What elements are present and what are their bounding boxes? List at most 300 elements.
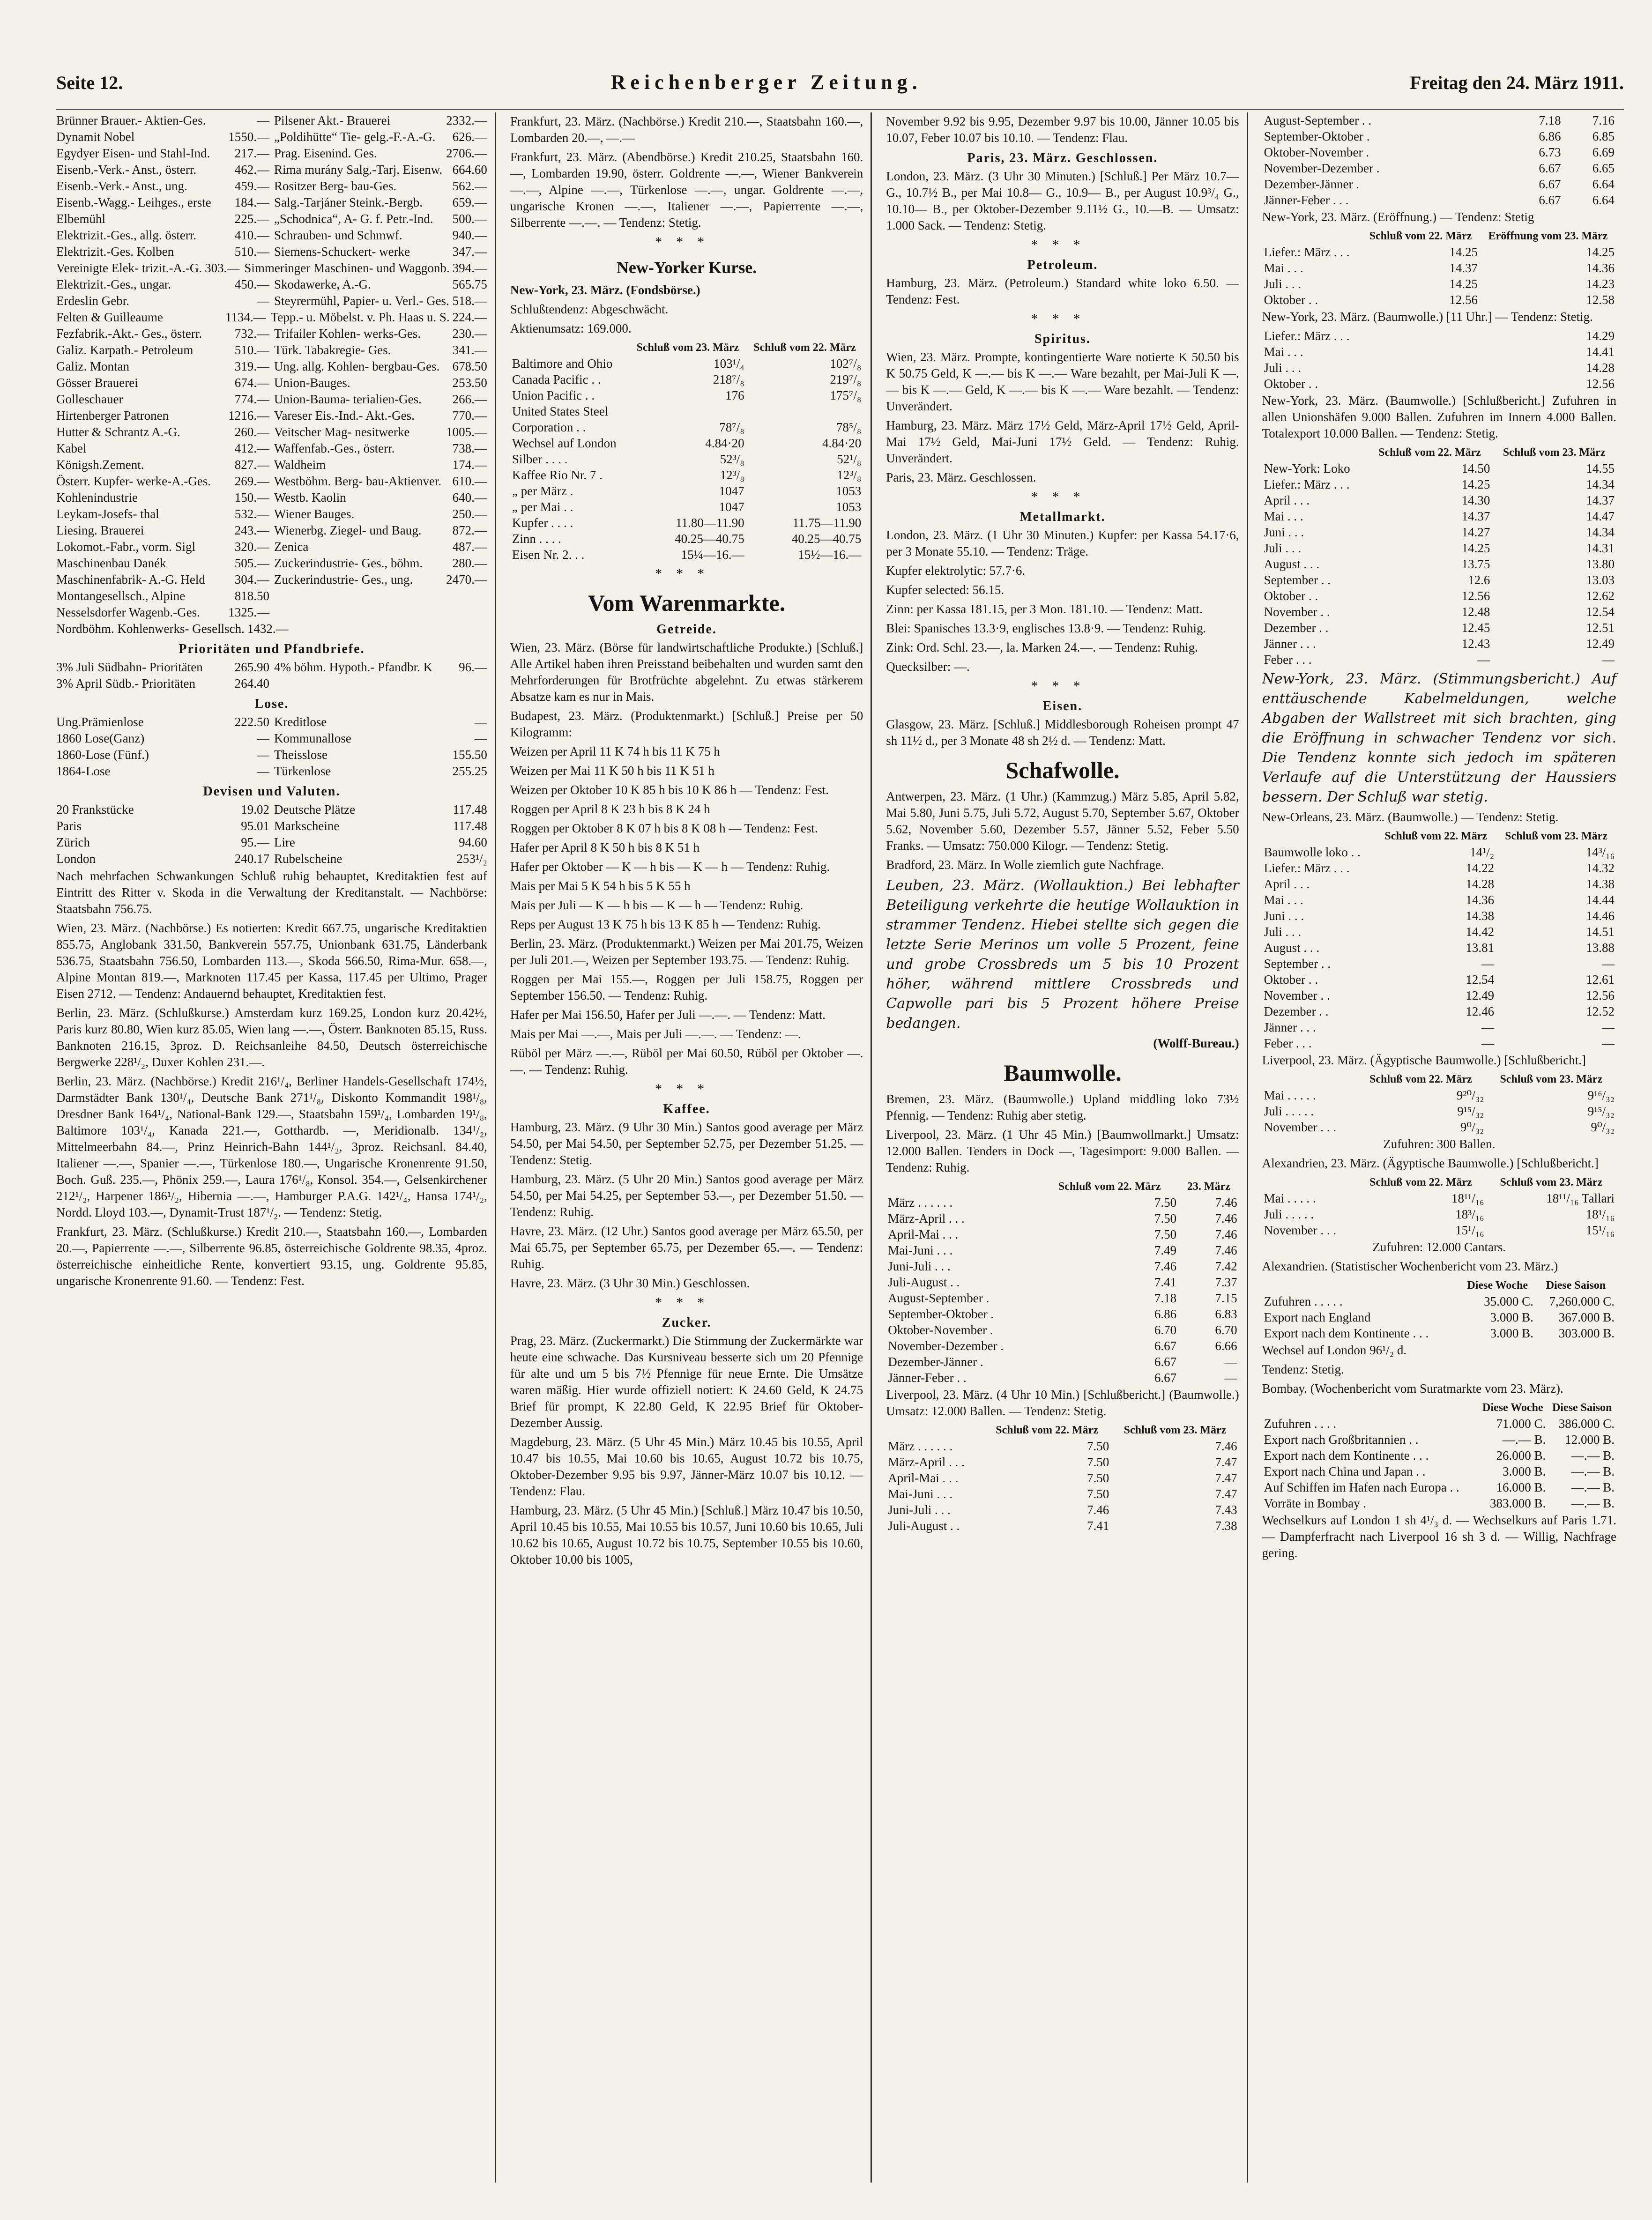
market-reports xyxy=(886,1091,1239,1176)
quote-value: 6.67 xyxy=(1154,1339,1177,1353)
column-header: Schluß vom 23. März xyxy=(1500,1073,1603,1085)
quote-value: 14.55 xyxy=(1586,461,1615,475)
section-heading: New-Yorker Kurse. xyxy=(616,258,757,277)
quote-name: Erdeslin Gebr. xyxy=(56,294,129,308)
quote-value: 626.— xyxy=(452,130,487,144)
quote-value: 12.54 xyxy=(1466,973,1495,987)
quote-value: 14.34 xyxy=(1586,525,1615,539)
separator-stars: *** xyxy=(655,1081,719,1097)
quote-value: 7.38 xyxy=(1215,1519,1237,1533)
quote-row xyxy=(56,162,487,178)
quote-value: 12.000 B. xyxy=(1565,1433,1615,1447)
quote-name: Zuckerindustrie- Ges., böhm. xyxy=(274,556,423,570)
quote-value: 6.66 xyxy=(1215,1339,1237,1353)
market-report: Hamburg, 23. März. (Petroleum.) Standard white loko 6.50. — Tendenz: Fest. xyxy=(886,276,1239,306)
quote-label: Dezember-Jänner . xyxy=(888,1355,983,1369)
quote-cell xyxy=(274,588,487,604)
quote-label: Export nach dem Kontinente . . . xyxy=(1264,1448,1429,1463)
quote-value: 7.50 xyxy=(1087,1487,1109,1501)
quote-cell xyxy=(274,358,487,375)
report-paragraph: Frankfurt, 23. März. (Abendbörse.) Kredit 210.25, Staatsbahn 160.—, Lombarden 19.90, österr. Goldrente —.—, Wiener Bankverein —.—, Alpine —.—, Türkenlose —.—, ungar. Goldrente —.—, ungarische Kronen —.—, Italiener —.—, Papierrente —.—, Silberrente —.—. — Tendenz: Stetig. xyxy=(510,150,863,230)
quote-value: — xyxy=(1602,1020,1615,1034)
quote-cell xyxy=(274,604,487,621)
table-row xyxy=(1262,1463,1616,1479)
report-paragraph: Prag, 23. März. (Zuckermarkt.) Die Stimmung der Zuckermärkte war heute eine schwache. Das Kursniveau besserte sich um 20 Pfennige für alte und um 5 bis 7½ Pfennige für neue Ernte. Die Umsätze waren mäßig. Hier wurde offiziell notiert: K 24.60 Geld, K 24.75 Brief für prompt, K 22.80 Geld, K 22.95 Brief für Oktober-Dezember Aussig. xyxy=(510,1334,863,1430)
quote-value: 7.46 xyxy=(1215,1243,1237,1257)
quote-label: Kupfer . . . . xyxy=(512,516,573,530)
quote-name: Elbemühl xyxy=(56,212,105,226)
quote-name: 3% April Südb.- Prioritäten xyxy=(56,676,195,691)
quote-row xyxy=(56,730,487,747)
quote-value: 1216.— xyxy=(228,408,269,423)
quote-cell xyxy=(56,818,269,834)
quote-value: 383.000 B. xyxy=(1490,1496,1546,1510)
quote-cell xyxy=(56,604,269,621)
report-paragraph: Rüböl per März —.—, Rüböl per Mai 60.50, Rüböl per Oktober —.—. — Tendenz: Ruhig. xyxy=(510,1046,863,1077)
quote-label: Jänner . . . xyxy=(1264,637,1316,651)
quote-row xyxy=(56,621,487,637)
quote-cell xyxy=(56,112,269,129)
quote-name: Prag. Eisenind. Ges. xyxy=(274,146,377,160)
quote-cell xyxy=(274,763,487,780)
quote-name: Elektrizit.-Ges. Kolben xyxy=(56,245,174,259)
table-row xyxy=(1262,620,1616,636)
quote-value: 7.41 xyxy=(1087,1519,1109,1533)
quote-value: —.— B. xyxy=(1571,1480,1615,1494)
quote-name: Union-Bauma- terialien-Ges. xyxy=(274,392,422,406)
quote-name: Kabel xyxy=(56,441,87,455)
report-paragraph: Hamburg, 23. März. März 17½ Geld, März-April 17½ Geld, April-Mai 17½ Geld, Mai-Juni 17½ Geld. — Tendenz: Ruhig. Unverändert. xyxy=(886,418,1239,465)
quote-value: 1550.— xyxy=(228,130,269,144)
table-row xyxy=(1262,1003,1616,1019)
quote-value: 14.32 xyxy=(1586,861,1615,875)
quotes-table xyxy=(1262,445,1616,668)
quote-value: 11.75—11.90 xyxy=(792,516,862,530)
column-header xyxy=(1262,1400,1478,1416)
quote-value: 303.— xyxy=(205,261,240,275)
quote-label: September . . xyxy=(1264,573,1331,587)
report-paragraph: Reps per August 13 K 75 h bis 13 K 85 h — Tendenz: Ruhig. xyxy=(510,917,821,931)
table-row xyxy=(886,1438,1239,1454)
quote-name: Türkenlose xyxy=(274,764,331,778)
quote-value: 6.70 xyxy=(1154,1323,1177,1337)
quote-name: Deutsche Plätze xyxy=(274,802,356,817)
section-heading: Eisen. xyxy=(1042,699,1083,713)
quote-value: 255.25 xyxy=(452,764,487,778)
quote-value: 732.— xyxy=(234,327,269,341)
quote-cell xyxy=(274,408,487,424)
quote-value: 12.43 xyxy=(1461,637,1490,651)
quote-value: 7.16 xyxy=(1592,113,1615,127)
report-paragraph: Magdeburg, 23. März. (5 Uhr 45 Min.) März 10.45 bis 10.55, April 10.47 bis 10.55, Mai 10.60 bis 10.65, August 10.72 bis 10.75, Oktober-Dezember 9.95 bis 9.97, Jänner-März 10.07 bis 10.12. — Tendenz: Flau. xyxy=(510,1435,863,1498)
quote-value: — xyxy=(1481,1020,1495,1034)
quote-value: 78⁷/₈ xyxy=(719,420,744,434)
quote-name: Rositzer Berg- bau-Ges. xyxy=(274,179,397,193)
quote-value: 827.— xyxy=(234,458,269,472)
quote-label: Oktober . . xyxy=(1264,293,1318,307)
quote-cell xyxy=(274,730,487,747)
table-row xyxy=(510,467,863,483)
quotes-table xyxy=(1262,1277,1616,1341)
quote-label: März . . . . . . xyxy=(888,1195,953,1210)
quote-value xyxy=(1515,376,1525,392)
quote-value: 219⁷/₈ xyxy=(830,372,862,386)
quote-value: 12.62 xyxy=(1586,589,1615,603)
table-row xyxy=(1262,1222,1616,1238)
quote-label: Union Pacific . . xyxy=(512,388,595,402)
report-paragraph: Hamburg, 23. März. (5 Uhr 45 Min.) [Schluß.] März 10.47 bis 10.50, April 10.45 bis 10.55, Mai 10.55 bis 10.57, Juni 10.60 bis 10.65, Juli 10.62 bis 10.65, August 10.72 bis 10.75, September 10.55 bis 10.60, Oktober 10.00 bis 1005, xyxy=(510,1503,863,1567)
report-paragraph: Kupfer selected: 56.15. xyxy=(886,583,1005,597)
quote-value: 7.46 xyxy=(1215,1211,1237,1225)
quote-name: 20 Frankstücke xyxy=(56,802,134,817)
quote-label: United States Steel xyxy=(512,404,609,418)
quote-cell xyxy=(56,440,269,457)
quote-name: Galiz. Montan xyxy=(56,359,129,373)
quote-label: Feber . . . xyxy=(1264,653,1312,667)
table-row xyxy=(1262,956,1616,972)
quote-cell xyxy=(274,244,487,260)
report-paragraph: Mais per Juli — K — h bis — K — h — Tendenz: Ruhig. xyxy=(510,898,804,912)
quote-row xyxy=(56,244,487,260)
quote-label: Mai . . . xyxy=(1264,261,1303,275)
quote-label: Mai . . . xyxy=(1264,893,1303,907)
column-2 xyxy=(510,112,872,2183)
quote-cell xyxy=(56,342,269,358)
quote-value: 12.6 xyxy=(1468,573,1490,587)
quote-cell xyxy=(56,747,269,763)
quote-row xyxy=(56,112,487,129)
table-row xyxy=(1262,844,1616,860)
report-paragraph: Nach mehrfachen Schwankungen Schluß ruhig behauptet, Kreditaktien fest auf Eintritt des Ritter v. Skoda in die Verwaltung der Kreditanstalt. — Nachbörse: Staatsbahn 756.75. xyxy=(56,869,487,916)
quote-name: Paris xyxy=(56,819,82,833)
column-header: Schluß vom 22. März xyxy=(996,1424,1098,1436)
quote-value: 3.000 B. xyxy=(1490,1310,1533,1324)
quote-cell xyxy=(274,211,487,227)
quote-value xyxy=(1515,344,1525,360)
quote-row xyxy=(56,178,487,194)
column-header: Schluß vom 22. März xyxy=(1058,1181,1161,1193)
quote-value: 18³/₁₆ xyxy=(1455,1207,1484,1221)
report-paragraph: Weizen per April 11 K 74 h bis 11 K 75 h xyxy=(510,744,720,758)
quote-value: —.— B. xyxy=(1503,1433,1546,1447)
table-row xyxy=(886,1502,1239,1518)
table-row xyxy=(510,419,863,435)
quote-value: 225.— xyxy=(234,212,269,226)
quote-name: Eisenb.-Wagg.- Leihges., erste xyxy=(56,195,211,209)
quote-value: 7.47 xyxy=(1215,1455,1237,1469)
column-header xyxy=(886,1422,983,1438)
quote-label: Baumwolle loko . . xyxy=(1264,845,1361,859)
quote-value: 12.46 xyxy=(1466,1004,1495,1018)
quote-label: Juli-August . . xyxy=(888,1519,960,1533)
quote-value: 7.47 xyxy=(1215,1487,1237,1501)
quote-label: März-April . . . xyxy=(888,1211,965,1225)
quote-cell xyxy=(56,763,269,780)
quote-value: 14.36 xyxy=(1586,261,1615,275)
quote-label: August . . . xyxy=(1264,941,1320,955)
quote-value: — xyxy=(256,113,269,127)
quote-name: Schrauben- und Schmwf. xyxy=(274,228,402,242)
quote-value: —.— B. xyxy=(1571,1496,1615,1510)
quote-name xyxy=(274,588,484,604)
quote-value: 872.— xyxy=(452,523,487,537)
quote-row xyxy=(56,145,487,162)
report-paragraph: Wien, 23. März. (Nachbörse.) Es notierten: Kredit 667.75, ungarische Kreditaktien 855.75, Anglobank 331.50, Bankverein 557.75, Unionbank 631.75, Länderbank 536.75, Staatsbahn 756.50, Lombarden 113.—, Skoda 566.50, Rima-Mur. 658.—, Alpine Montan 819.—, Marknoten 117.45 per Kassa, 117.45 per Ultimo, Prager Eisen 2712. — Tendenz: Andauernd behauptet, Kreditaktien fest. xyxy=(56,921,487,1001)
quote-value: 13.80 xyxy=(1586,557,1615,571)
quote-value: 505.— xyxy=(234,556,269,570)
quote-value: 174.— xyxy=(452,458,487,472)
quote-value: 659.— xyxy=(452,195,487,209)
quote-value: 7.46 xyxy=(1215,1439,1237,1453)
quote-row xyxy=(56,747,487,763)
quote-name: 1860-Lose (Fünf.) xyxy=(56,748,149,762)
quote-label: Liefer.: März . . . xyxy=(1264,477,1350,491)
quote-cell xyxy=(56,730,269,747)
report-paragraph: Tendenz: Stetig. xyxy=(1262,1362,1344,1376)
quote-value: 14³/₁₆ xyxy=(1585,845,1615,859)
table-header xyxy=(1262,445,1616,460)
quote-name: Fezfabrik.-Akt.- Ges., österr. xyxy=(56,327,202,341)
quote-name: Brünner Brauer.- Aktien-Ges. xyxy=(56,113,206,127)
quote-value: 304.— xyxy=(234,572,269,587)
quote-value: 264.40 xyxy=(234,676,269,691)
quote-cell xyxy=(274,473,487,490)
quotes-table xyxy=(1262,1400,1616,1511)
market-report: Alexandrien. (Statistischer Wochenbericht vom 23. März.) xyxy=(1262,1259,1558,1273)
quote-name: Lire xyxy=(274,835,295,849)
quote-value: 3.000 B. xyxy=(1503,1464,1546,1478)
quote-value: 367.000 B. xyxy=(1558,1310,1615,1324)
table-row xyxy=(1262,508,1616,524)
quote-cell xyxy=(274,747,487,763)
quote-label: Dezember . . xyxy=(1264,621,1329,635)
quote-name: Trifailer Kohlen- werks-Ges. xyxy=(274,327,421,341)
report-paragraph: Zink: Ord. Schl. 23.—, la. Marken 24.—. — Tendenz: Ruhig. xyxy=(886,640,1198,654)
quote-label: August-September . . xyxy=(1264,113,1372,127)
quotes-table xyxy=(886,1422,1239,1534)
quote-label: Corporation . . xyxy=(512,420,586,434)
quote-label: Wechsel auf London xyxy=(512,436,617,450)
quote-cell xyxy=(271,309,487,326)
report-paragraph: Berlin, 23. März. (Nachbörse.) Kredit 216¹/₄, Berliner Handels-Gesellschaft 174½, Darmstädter Bank 130¹/₄, Deutsche Bank 271¹/₈, Diskonto Kommandit 198¹/₈, Dresdner Bank 164¹/₄, National-Bank 129.—, Staatsbahn 159¹/₄, Lombarden 19¹/₈, Baltimore 103¹/₄, Kanada 221.—, Gotthardb. —, Meridionalb. 134¹/₂, Mittelmeerbahn 84.—, Prinz Heinrich-Bahn 144¹/₂, 3proz. Reichsanl. 84.40, Italiener —.—, Spanier —.—, Türkenlose 180.—, Ungarische Kronenrente 91.50, Boch. Guß. 235.—, Phönix 259.—, Laura 176¹/₈, Konsol. 354.—, Gelsenkirchener 212¹/₂, Harpener 186¹/₂, Hibernia —.—, Hamburger P.A.G. 142¹/₄, Hansa 174¹/₂, Nordd. Lloyd 103.—, Dynamit-Trust 187¹/₂. — Tendenz: Stetig. xyxy=(56,1074,487,1219)
table-header xyxy=(1262,1277,1616,1293)
quote-cell xyxy=(56,834,269,851)
table-row xyxy=(1262,1119,1616,1135)
quote-value xyxy=(629,403,746,419)
quote-value: 303.000 B. xyxy=(1558,1326,1615,1340)
quote-label: Juli . . . xyxy=(1264,541,1302,555)
column-header xyxy=(1262,828,1376,844)
column-header: Diese Woche xyxy=(1467,1279,1528,1292)
table-row xyxy=(510,451,863,467)
quote-label: Liefer.: März . . . xyxy=(1264,329,1350,343)
quote-row xyxy=(56,260,487,276)
quote-value: 218⁷/₈ xyxy=(713,372,744,386)
quote-value: 11.80—11.90 xyxy=(676,516,744,530)
quote-label: Export nach China und Japan . . xyxy=(1264,1464,1426,1478)
quote-cell xyxy=(274,818,487,834)
quote-name: Pilsener Akt.- Brauerei xyxy=(274,113,391,127)
table-row xyxy=(1262,144,1616,160)
quote-value: 6.70 xyxy=(1215,1323,1237,1337)
quote-label: Export nach Großbritannien . . xyxy=(1264,1433,1419,1447)
quote-value: 565.75 xyxy=(452,277,487,291)
table-header xyxy=(510,340,863,356)
quote-cell xyxy=(56,293,269,309)
quote-value: 14.31 xyxy=(1586,541,1615,555)
quote-value: 155.50 xyxy=(452,748,487,762)
quote-value: 12.56 xyxy=(1461,589,1490,603)
quote-label: September-Oktober . xyxy=(888,1307,994,1321)
quote-value: 9⁰/₃₂ xyxy=(1460,1120,1484,1134)
quote-value: 7.46 xyxy=(1215,1227,1237,1241)
table-row xyxy=(1262,588,1616,604)
quote-cell xyxy=(274,375,487,391)
report-notes xyxy=(1262,1342,1616,1378)
quote-value: 7.18 xyxy=(1539,113,1561,127)
table-row xyxy=(1262,908,1616,924)
column-header: Schluß vom 22. März xyxy=(1369,1176,1472,1188)
report-paragraph: Roggen per Oktober 8 K 07 h bis 8 K 08 h — Tendenz: Fest. xyxy=(510,821,818,835)
quote-cell xyxy=(274,522,487,539)
quote-value: 117.48 xyxy=(453,802,487,817)
market-reports xyxy=(510,639,863,1078)
column-4 xyxy=(1262,112,1624,2183)
quote-value: 14.42 xyxy=(1466,925,1495,939)
lose-list xyxy=(56,714,487,780)
quote-value: — xyxy=(256,748,269,762)
quote-value: 14.28 xyxy=(1586,361,1615,375)
report-paragraph: Weizen per Mai 11 K 50 h bis 11 K 51 h xyxy=(510,764,714,778)
quote-value: 1005.— xyxy=(446,425,487,439)
quote-label: Juli . . . . . xyxy=(1264,1207,1314,1221)
table-row xyxy=(1262,924,1616,940)
quote-value: 500.— xyxy=(452,212,487,226)
column-header xyxy=(1262,445,1368,460)
quote-value: 18¹¹/₁₆ Tallari xyxy=(1546,1191,1615,1205)
quote-row xyxy=(56,424,487,440)
report-paragraph: London, 23. März. (1 Uhr 30 Minuten.) Kupfer: per Kassa 54.17·6, per 3 Monate 55.10. — Tendenz: Träge. xyxy=(886,528,1239,558)
quote-row xyxy=(56,802,487,818)
quote-value: 40.25—40.75 xyxy=(675,532,744,546)
report-paragraph: Zinn: per Kassa 181.15, per 3 Mon. 181.10. — Tendenz: Matt. xyxy=(886,602,1203,616)
quote-row xyxy=(56,539,487,555)
quote-row xyxy=(56,851,487,867)
quote-label: Zufuhren . . . . . xyxy=(1264,1294,1343,1308)
quote-value: 4.84·20 xyxy=(822,436,862,450)
quote-cell xyxy=(274,572,487,588)
section-heading: Baumwolle. xyxy=(1004,1060,1122,1086)
quote-label: Kaffee Rio Nr. 7 . xyxy=(512,468,603,482)
report-paragraph: Hamburg, 23. März. (9 Uhr 30 Min.) Santos good average per März 54.50, per Mai 54.50, per September 52.75, per Dezember 51.25. — Tendenz: Stetig. xyxy=(510,1120,863,1167)
quote-value: — xyxy=(1224,1371,1237,1385)
quote-name: Golleschauer xyxy=(56,392,123,406)
quote-name: Zürich xyxy=(56,835,90,849)
quote-cell xyxy=(56,621,289,637)
market-reports xyxy=(886,788,1239,873)
column-3 xyxy=(886,112,1248,2183)
quote-name: Zuckerindustrie- Ges., ung. xyxy=(274,572,413,587)
column-header xyxy=(1262,1174,1356,1190)
quote-cell xyxy=(56,194,269,211)
table-header xyxy=(1262,1174,1616,1190)
quote-value: — xyxy=(1602,653,1615,667)
quote-cell xyxy=(274,129,487,145)
quotes-table xyxy=(1262,1174,1616,1238)
quote-value xyxy=(1515,328,1525,344)
quote-label: Jänner-Feber . . . xyxy=(1264,193,1349,207)
quote-cell xyxy=(56,178,269,194)
quote-label: November . . xyxy=(1264,988,1330,1002)
market-report: Liverpool, 23. März. (Ägyptische Baumwolle.) [Schlußbericht.] xyxy=(1262,1053,1586,1067)
table-row xyxy=(1262,328,1616,344)
quote-name xyxy=(293,621,484,637)
quote-value: 26.000 B. xyxy=(1496,1448,1546,1463)
quote-row xyxy=(56,506,487,522)
quote-value: 222.50 xyxy=(234,715,269,729)
quote-value: 117.48 xyxy=(453,819,487,833)
table-row xyxy=(1262,604,1616,620)
quote-value: 1432.— xyxy=(247,622,289,636)
report-paragraph: Wien, 23. März. (Börse für landwirtschaftliche Produkte.) [Schluß.] Alle Artikel haben ihren Preisstand beibehalten und wurden samt den Mehrforderungen für Brotfrüchte abgelehnt. Zu etwas stärkerem Absatze kam es nur in Mais. xyxy=(510,640,863,704)
market-reports xyxy=(886,113,1239,146)
devisen-list xyxy=(56,802,487,867)
quote-label: Liefer.: März . . . xyxy=(1264,861,1350,875)
table-row xyxy=(1262,360,1616,376)
quote-value: 19.02 xyxy=(241,802,269,817)
quote-row xyxy=(56,490,487,506)
quote-value: 1053 xyxy=(836,484,862,498)
quote-row xyxy=(56,326,487,342)
mood-report: New-York, 23. März. (Stimmungsbericht.) Auf enttäuschende Kabelmeldungen, welche Abgaben der Wallstreet mit sich brachten, ging die Eröffnung in schwacher Tendenz vor sich. Die Tendenz konnte sich jedoch im späteren Verlaufe auf die Unterstützung der Haussiers bessern. Der Schluß war stetig. xyxy=(1262,671,1616,805)
quote-value: 1047 xyxy=(719,500,744,514)
quote-row xyxy=(56,309,487,326)
quote-value: 14.36 xyxy=(1466,893,1495,907)
table-row xyxy=(1262,292,1616,308)
report-paragraph: Roggen per April 8 K 23 h bis 8 K 24 h xyxy=(510,802,710,816)
quote-name: 4% böhm. Hypoth.- Pfandbr. K xyxy=(274,660,433,674)
table-row xyxy=(510,387,863,403)
quote-name: Union-Bauges. xyxy=(274,376,350,390)
quote-name: Leykam-Josefs- thal xyxy=(56,507,159,521)
quote-value: 386.000 C. xyxy=(1558,1417,1615,1431)
quote-value: 52³/₈ xyxy=(720,452,744,466)
column-header: Diese Saison xyxy=(1546,1279,1606,1292)
quote-label: Juni . . . xyxy=(1264,909,1304,923)
table-header xyxy=(1262,1400,1616,1416)
quote-value: 7.42 xyxy=(1215,1259,1237,1273)
quote-name: London xyxy=(56,852,96,866)
quote-label: März . . . . . . xyxy=(888,1439,953,1453)
quote-value: 6.67 xyxy=(1539,193,1561,207)
quote-value: 280.— xyxy=(452,556,487,570)
quote-value: 7.49 xyxy=(1154,1243,1177,1257)
table-row xyxy=(510,371,863,387)
table-row xyxy=(510,547,863,563)
table-header xyxy=(886,1422,1239,1438)
quote-cell xyxy=(56,714,269,730)
quote-label: Juli-August . . xyxy=(888,1275,960,1289)
quote-cell xyxy=(56,555,269,572)
quote-label: September . . xyxy=(1264,957,1331,971)
quote-value: 9¹⁵/₃₂ xyxy=(1587,1104,1615,1118)
quote-label: Mai-Juni . . . xyxy=(888,1243,953,1257)
quote-value: 9¹⁵/₃₂ xyxy=(1457,1104,1484,1118)
quote-row xyxy=(56,555,487,572)
quote-name: Simmeringer Maschinen- und Waggonb. xyxy=(244,261,450,275)
quote-value: 2706.— xyxy=(446,146,487,160)
quote-name: Eisenb.-Verk.- Anst., österr. xyxy=(56,163,197,177)
